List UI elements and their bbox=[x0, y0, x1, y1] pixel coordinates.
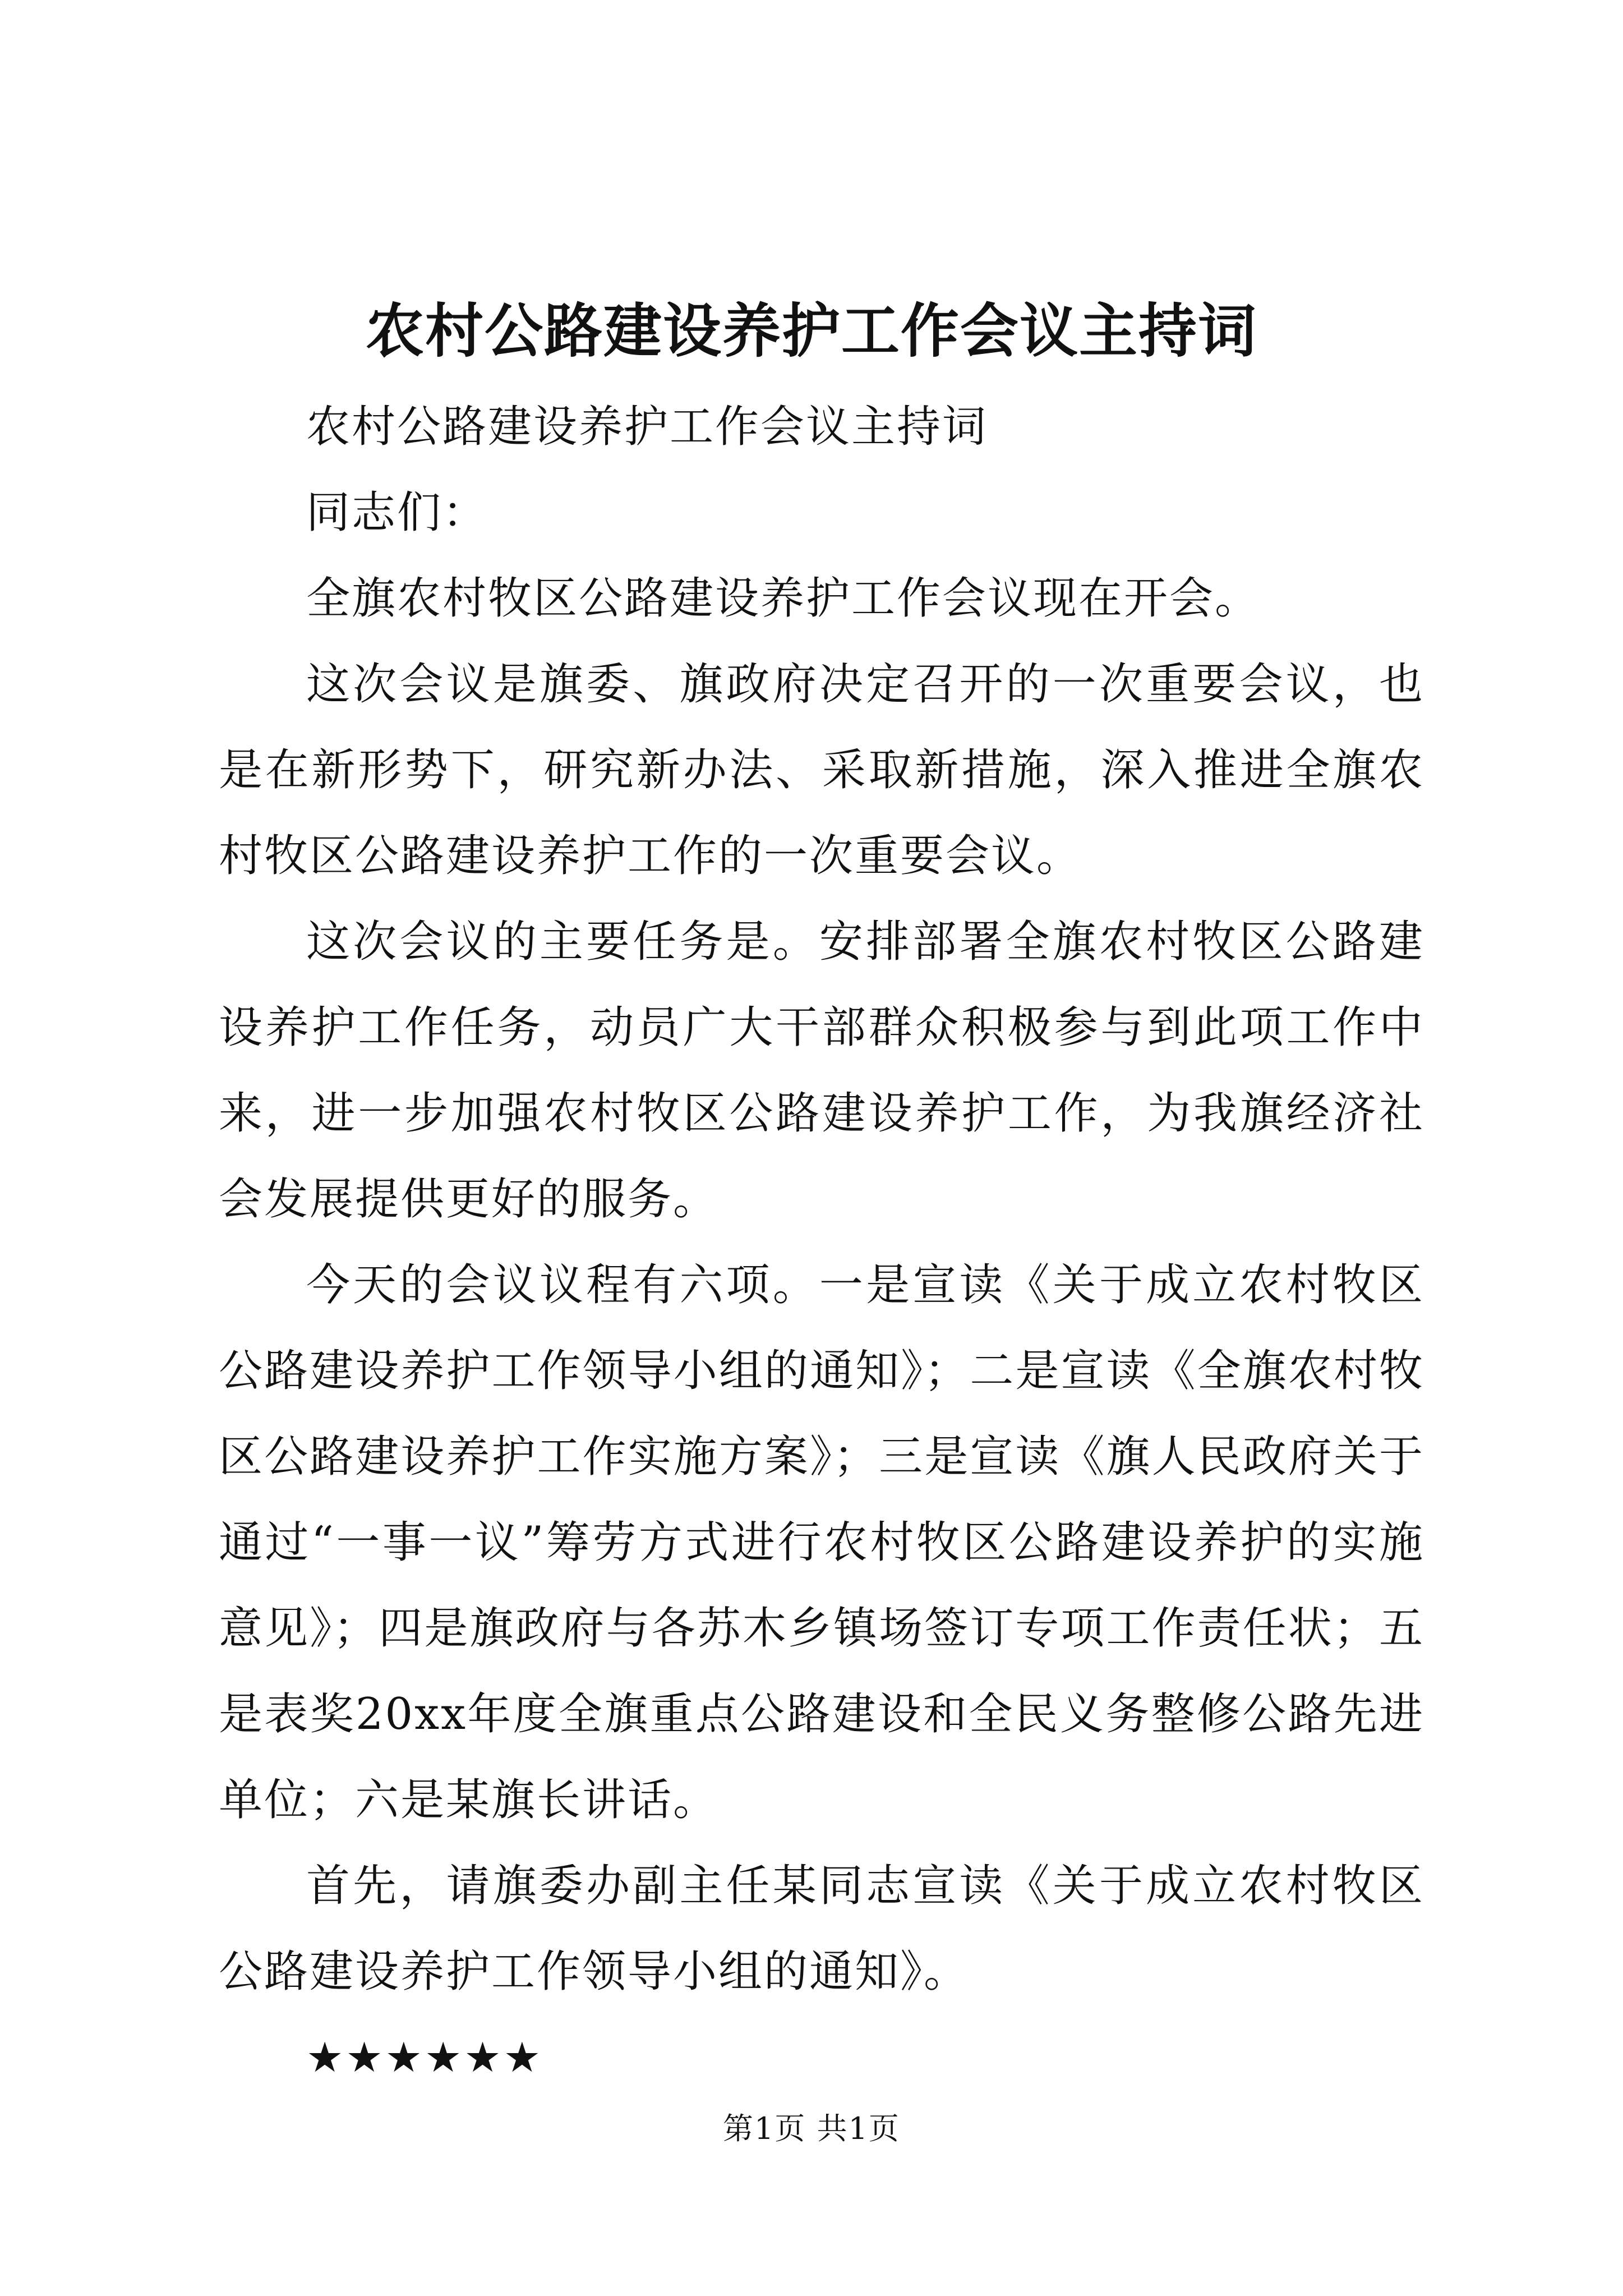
star-divider: ★★★★★★ bbox=[306, 2033, 543, 2082]
meeting-task-paragraph: 这次会议的主要任务是。安排部署全旗农村牧区公路建设养护工作任务，动员广大干部群众积极参与到此项工作中来，进一步加强农村牧区公路建设养护工作，为我旗经济社会发展提供更好的服务。 bbox=[219, 917, 1424, 1225]
meeting-importance-paragraph: 这次会议是旗委、旗政府决定召开的一次重要会议，也是在新形势下，研究新办法、采取新措施，深入推进全旗农村牧区公路建设养护工作的一次重要会议。 bbox=[219, 659, 1424, 881]
document-title: 农村公路建设养护工作会议主持词 bbox=[365, 296, 1257, 365]
subtitle-paragraph: 农村公路建设养护工作会议主持词 bbox=[306, 402, 988, 452]
document-body bbox=[219, 384, 1424, 2101]
first-item-paragraph: 首先，请旗委办副主任某同志宣读《关于成立农村牧区公路建设养护工作领导小组的通知》。 bbox=[219, 1861, 1424, 1997]
page-number-footer: 第1页 共1页 bbox=[723, 2111, 900, 2146]
salutation-paragraph: 同志们： bbox=[306, 487, 488, 538]
agenda-paragraph: 今天的会议议程有六项。一是宣读《关于成立农村牧区公路建设养护工作领导小组的通知》；二是宣读《全旗农村牧区公路建设养护工作实施方案》；三是宣读《旗人民政府关于通过“一事一议”筹劳方式进行农村牧区公路建设养护的实施意见》；四是旗政府与各苏木乡镇场签订专项工作责任状；五是表奖20xx年度全旗重点公路建设和全民义务整修公路先进单位；六是某旗长讲话。 bbox=[219, 1260, 1424, 1825]
opening-paragraph: 全旗农村牧区公路建设养护工作会议现在开会。 bbox=[306, 573, 1261, 624]
